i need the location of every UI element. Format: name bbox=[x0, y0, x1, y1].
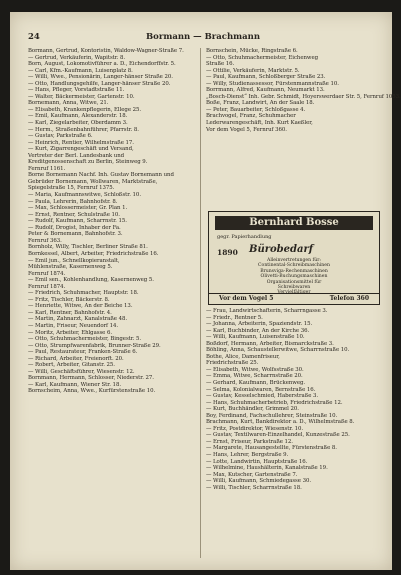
directory-entry: Bornemann, Anna, Witwe, 21. bbox=[28, 100, 109, 107]
directory-entry: — Max, Schlossermeister, Gr. Plan 1. bbox=[28, 205, 128, 212]
directory-entry: — Heinrich, Rentier, Wilhelmstraße 17. bbox=[28, 139, 134, 146]
directory-entry: — Elisabeth, Krankenpflegerin, Ellege 25. bbox=[28, 106, 142, 113]
directory-entry: — Otto, Handlungsgehilfe, Langer-hänser Straße 20. bbox=[28, 80, 171, 87]
directory-entry: — Martin, Zahnarzt, Kanalstraße 48. bbox=[28, 316, 128, 323]
ad-telephone: Telefon 360 bbox=[329, 295, 369, 302]
directory-entry: — Martin, Friseur, Neuendorf 14. bbox=[28, 322, 119, 329]
directory-entry: — Willi, Geschäftsführer, Wiesenstr. 12. bbox=[28, 368, 135, 375]
directory-entry: — Friedrich, Schuhmacher, Hauptstr. 18. bbox=[28, 290, 139, 297]
page-number: 24 bbox=[28, 32, 40, 42]
directory-entry: Peter & Bornemann, Bahnhofstr. 3. bbox=[28, 231, 123, 238]
left-column bbox=[28, 48, 196, 395]
directory-entry: — Karl, Kaufmann, Wiener Str. 18. bbox=[28, 381, 121, 388]
directory-entry: Straße 16. bbox=[206, 61, 235, 68]
ad-body-line: Organisationsmittel für bbox=[266, 279, 322, 285]
ad-body-line: Alleinvertretungen für: bbox=[267, 258, 321, 263]
directory-entry: Bormann, Gertrud, Kontoristin, Waldow-Wagner-Straße 7. bbox=[28, 48, 184, 54]
directory-entry: — Fritz, Tischler, Bäckerstr. 8. bbox=[28, 296, 110, 303]
directory-entry: — Emil jun., Schnellkopieranstalt, bbox=[28, 257, 120, 264]
directory-entry: — Hans, Schuhmacherbetrieb, Friedrichstraße 12. bbox=[206, 399, 343, 406]
directory-entry: — Kurt, Zigarrengeschäft und Versand, bbox=[28, 146, 134, 153]
directory-entry: — Willy, Studienassessor, Fürstenmannstraße 10. bbox=[206, 80, 339, 87]
directory-entry: — Otto, Schuhmachermeister, Eichenweg bbox=[206, 54, 319, 61]
ad-body-line: Olivetti-Buchungsmaschinen bbox=[260, 274, 328, 280]
directory-entry: Lederwarengeschäft, Inh. Kurt Kaeßler, bbox=[206, 120, 313, 127]
directory-entry: — Friedr., Rentner 5. bbox=[206, 314, 263, 321]
directory-entry: Borrmann, Alfred, Kaufmann, Neumarkt 13. bbox=[206, 87, 325, 94]
directory-entry: — Elisabeth, Witwe, Wolfsstraße 30. bbox=[206, 366, 304, 373]
directory-entry: — Gertrud, Verkäuferin, Wapitstr. 8. bbox=[28, 54, 126, 61]
directory-entry: Bothe, Alice, Damenfriseur, bbox=[206, 353, 280, 360]
directory-entry: Fernruf 1874. bbox=[28, 270, 66, 277]
directory-entry: — Frau, Landwirtschafterin, Scharrngasse 3. bbox=[206, 308, 328, 314]
directory-entry: — Gerhard, Kaufmann, Brückenweg. bbox=[206, 380, 306, 387]
directory-entry: Boy, Ferdinand, Fachschullehrer, Steinstraße 10. bbox=[206, 412, 338, 419]
directory-entry: Kreditgenossenschaft zu Berlin, Steinweg 9. bbox=[28, 159, 148, 166]
directory-entry: — Paul, Restaurateur, Franken-Straße 6. bbox=[28, 349, 138, 356]
directory-entry: Borne Bornemann Nachf. Inh. Gustav Bornemann und bbox=[28, 172, 174, 179]
ad-footer bbox=[209, 293, 379, 304]
directory-entry: — Emil sen., Kohlenhandlung, Kasernenweg 5. bbox=[28, 277, 154, 284]
directory-entry: — Peter, Bauarbeiter, Schloßgasse 4. bbox=[206, 106, 306, 113]
directory-entry: — Carl, Kfm.-Kaufmann, Luisenplatz 8. bbox=[28, 67, 133, 74]
directory-entry: — Margarete, Hausangestellte, Fürstenstraße 8. bbox=[206, 445, 337, 452]
directory-entry: — Karl, Buchbinder, An der Kirche 36. bbox=[206, 327, 310, 334]
directory-entry: — Rudolf, Drogist, Inhaber der Fa. bbox=[28, 224, 121, 231]
directory-entry: — Paul, Kaufmann, Schloßberger Straße 23. bbox=[206, 74, 326, 81]
directory-entry: Bornscheim, Anna, Wwe., Kurfürstenstraße 10. bbox=[28, 388, 156, 395]
directory-entry: — Willi, Kaufmann, Schmiedegasse 30. bbox=[206, 478, 312, 485]
directory-entry: — Lotte, Landwirtin, Hauptstraße 16. bbox=[206, 458, 308, 465]
directory-entry: Boße, Franz, Landwirt, An der Saale 18. bbox=[206, 100, 315, 107]
directory-entry: Friedrichstraße 25. bbox=[206, 360, 259, 367]
column-divider bbox=[200, 48, 201, 558]
ad-body-line: Vervielfältiger bbox=[277, 290, 311, 296]
directory-entry: — Kurt, Buchhändler, Grimmel 20. bbox=[206, 406, 299, 413]
directory-entry: — Gustav, Kesselschmied, Haberstraße 3. bbox=[206, 393, 319, 400]
directory-entry: Born, August, Lokomotivführer a. D., Eichendorffstr. 5. bbox=[28, 61, 176, 68]
directory-entry: — Walter, Bäckermeister, Gartenstr. 10. bbox=[28, 93, 135, 100]
directory-entry: — Emil, Kaufmann, Alexanderstr. 18. bbox=[28, 113, 128, 120]
directory-entry: — Johanna, Arbeiterin, Spaziendstr. 15. bbox=[206, 321, 313, 328]
directory-entry: — Selma, Kolonialwaren, Bernstraße 16. bbox=[206, 386, 316, 393]
directory-entry: — Robert, Arbeiter, Gitanstr. 25. bbox=[28, 362, 115, 369]
directory-entry: — Ernst, Friseur, Parkstraße 12. bbox=[206, 438, 293, 445]
directory-entry: Spiegelstraße 15, Fernruf 1375. bbox=[28, 185, 115, 192]
ad-body-line: Schreibwaren bbox=[277, 285, 311, 291]
directory-entry: Brachvogel, Franz, Schuhmacher bbox=[206, 113, 296, 120]
directory-entry: Vertreter der Berl. Landesbank und bbox=[28, 152, 125, 159]
page-header bbox=[28, 32, 378, 42]
directory-entry: Fernruf 1161. bbox=[28, 165, 66, 172]
name-range: Bormann — Brachmann bbox=[146, 32, 260, 42]
directory-entry: — Gustav, Parkstraße 6. bbox=[28, 133, 93, 140]
directory-entry: — Willi, Tischler, Scharrnstraße 18. bbox=[206, 484, 302, 491]
directory-entry: Fernruf 1874. bbox=[28, 283, 66, 290]
directory-entry: — Karl, Rentner, Bahnhofstr. 4. bbox=[28, 309, 112, 316]
directory-entry: „Bosch-Dienst“ Inh. Gebr. Schmidt, Hoyerswerdaer Str. 5, Fernruf 1053. bbox=[206, 93, 401, 100]
ad-year: 1890 bbox=[217, 248, 238, 257]
ad-body bbox=[217, 258, 371, 296]
directory-entry: Brachmann, Kurt, Bankdirektor a. D., Wilhelmstraße 8. bbox=[206, 419, 355, 426]
directory-entry: — Willi, Kaufmann, Luisenstraße 10. bbox=[206, 334, 305, 341]
directory-entry: — Herm., Straßenbahnführer, Pfarrstr. 8. bbox=[28, 126, 139, 133]
directory-entry: — Moritz, Arbeiter, Ehlgasse 6. bbox=[28, 329, 113, 336]
directory-entry: — Fritz, Postdirektor, Wiesenstr. 10. bbox=[206, 425, 304, 432]
directory-page bbox=[10, 12, 401, 570]
ad-trade: Bürobedarf bbox=[249, 244, 314, 255]
directory-entry: — Henriette, Witwe, An der Beiche 13. bbox=[28, 303, 133, 310]
ad-body-line: Continental-Schreibmaschinen bbox=[258, 263, 330, 269]
ad-body-line: Brunsviga-Rechenmaschinen bbox=[260, 268, 328, 274]
directory-entry: Vor dem Vogel 5, Fernruf 360. bbox=[206, 126, 287, 133]
directory-entry: Mühlenstraße, Kasernenweg 5. bbox=[28, 264, 113, 271]
ad-subtitle: gegr. Papierhandlung bbox=[217, 234, 272, 240]
directory-entry: — Hans, Pfleger, Vorstadtstraße 11. bbox=[28, 87, 125, 94]
directory-entry: — Otto, Strumpfwarenfabrik, Brunner-Straße 29. bbox=[28, 342, 161, 349]
directory-entry: — Emma, Witwe, Scharrnstraße 20. bbox=[206, 373, 303, 380]
directory-entry: Böhling, Anna, Schaustellerwitwe, Scharrnstraße 10. bbox=[206, 347, 350, 354]
advertisement bbox=[208, 211, 380, 305]
directory-entry: — Paula, Lehrerin, Bahnhofstr. 8. bbox=[28, 198, 118, 205]
directory-entry: — Ernst, Rentner, Schulstraße 10. bbox=[28, 211, 120, 218]
directory-entry: — Rudolf, Kaufmann, Scharrnstr. 15. bbox=[28, 218, 127, 225]
directory-entry: — Ottilie, Verkäuferin, Marktstr. 5. bbox=[206, 67, 300, 74]
directory-entry: — Gustav, Textilwaren-Einzelhandel, Kunzestraße 25. bbox=[206, 432, 350, 439]
directory-entry: Bornmann, Hermann, Schlosser, Niederstr. 27. bbox=[28, 375, 154, 382]
directory-entry: — Hans, Lehrer, Bergstraße 9. bbox=[206, 452, 289, 459]
ad-address: Vor dem Vogel 5 bbox=[219, 295, 274, 302]
directory-entry: — Richard, Arbeiter, Freienorft. 20. bbox=[28, 355, 124, 362]
directory-entry: — Karl, Ziegelarbeiter, Oberdamm 3. bbox=[28, 120, 128, 127]
directory-entry: — Wilhelmine, Haushälterin, Kanalstraße 19. bbox=[206, 465, 328, 472]
directory-entry: — Max, Kutscher, Gartenstraße 7. bbox=[206, 471, 298, 478]
ad-title: Bernhard Bosse bbox=[215, 216, 373, 230]
directory-entry: Boßdorf, Hermann, Arbeiter, Bismarckstraße 3. bbox=[206, 340, 334, 347]
directory-entry: — Maria, Kaufmannswitwe, Schloßstr. 10. bbox=[28, 192, 141, 199]
directory-entry: — Otto, Schuhmachermeister, Bingestr. 5. bbox=[28, 336, 142, 343]
directory-entry: Fernruf 363. bbox=[28, 237, 62, 244]
directory-entry: Gebrüder Bornemann, Wollwaren, Marktstraße, bbox=[28, 178, 158, 185]
directory-entry: Bornschein, Mücke, Ringstraße 6. bbox=[206, 48, 298, 54]
right-column-top bbox=[206, 48, 401, 133]
directory-entry: Bornkessel, Albert, Arbeiter, Friedrichstraße 16. bbox=[28, 250, 159, 257]
directory-entry: Bornholz, Willy, Tischler, Berliner Straße 81. bbox=[28, 244, 148, 251]
directory-entry: — Willi, Wwe., Pensionärin, Langer-hänser Straße 20. bbox=[28, 74, 173, 81]
right-column-bottom bbox=[206, 308, 378, 491]
